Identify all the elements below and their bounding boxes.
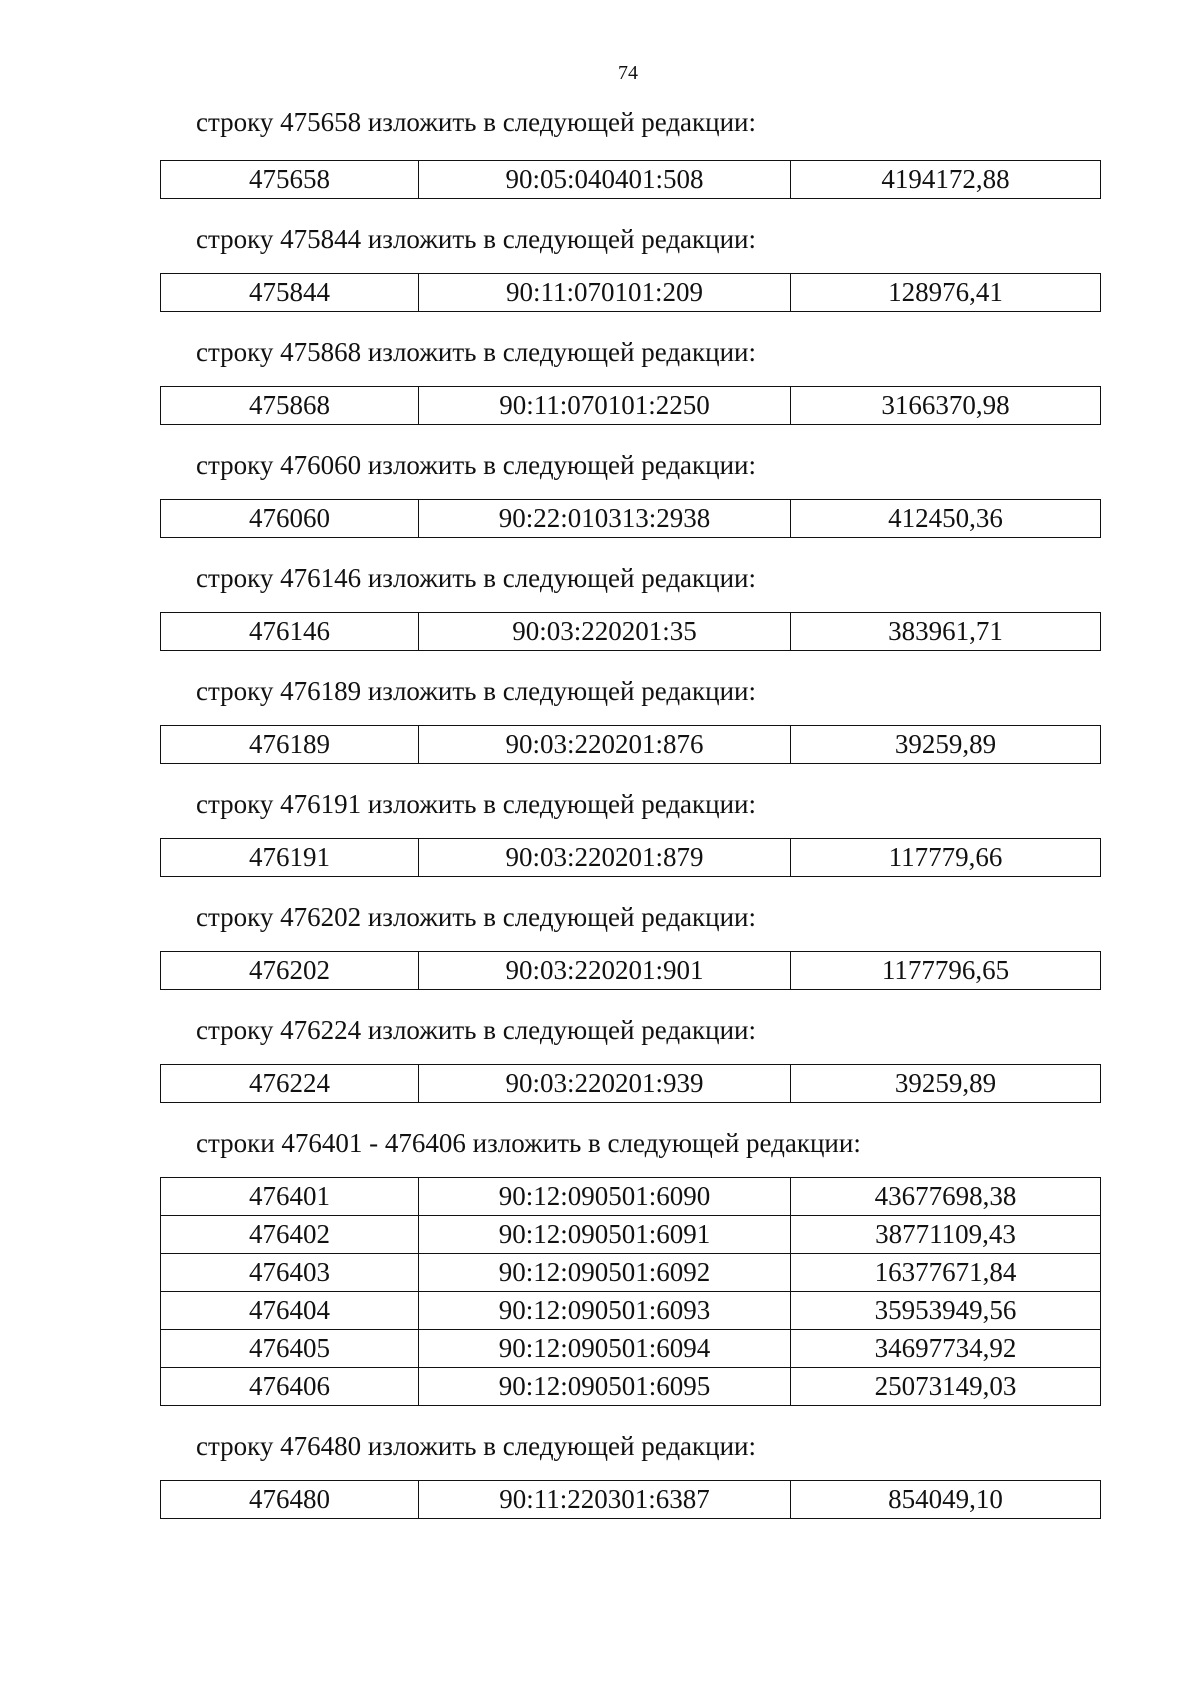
amendment-instruction: строку 476060 изложить в следующей редакции: [196, 450, 757, 480]
amendment-table [160, 612, 1101, 651]
amendment-section [160, 102, 1100, 199]
value-cell: 3166370,98 [791, 387, 1101, 425]
cadastral-number-cell: 90:22:010313:2938 [419, 500, 791, 538]
amendment-table [160, 1177, 1101, 1406]
cadastral-number-cell: 90:12:090501:6094 [419, 1330, 791, 1368]
cadastral-number-cell: 90:12:090501:6090 [419, 1178, 791, 1216]
value-cell: 25073149,03 [791, 1368, 1101, 1406]
value-cell: 39259,89 [791, 726, 1101, 764]
amendment-table [160, 725, 1101, 764]
value-cell: 383961,71 [791, 613, 1101, 651]
row-number-cell: 476402 [161, 1216, 419, 1254]
value-cell: 854049,10 [791, 1481, 1101, 1519]
table-row [161, 726, 1101, 764]
amendment-section [160, 558, 1100, 651]
amendment-instruction: строку 475658 изложить в следующей редакции: [196, 107, 757, 137]
amendment-instruction: строку 476480 изложить в следующей редакции: [196, 1431, 757, 1461]
row-number-cell: 476403 [161, 1254, 419, 1292]
value-cell: 43677698,38 [791, 1178, 1101, 1216]
amendment-table [160, 1480, 1101, 1519]
value-cell: 34697734,92 [791, 1330, 1101, 1368]
value-cell: 35953949,56 [791, 1292, 1101, 1330]
cadastral-number-cell: 90:11:070101:2250 [419, 387, 791, 425]
amendment-table [160, 386, 1101, 425]
row-number-cell: 476480 [161, 1481, 419, 1519]
amendment-section [160, 445, 1100, 538]
value-cell: 4194172,88 [791, 161, 1101, 199]
table-row [161, 952, 1101, 990]
row-number-cell: 475868 [161, 387, 419, 425]
cadastral-number-cell: 90:03:220201:901 [419, 952, 791, 990]
amendment-table [160, 1064, 1101, 1103]
table-row [161, 1292, 1101, 1330]
value-cell: 1177796,65 [791, 952, 1101, 990]
table-row [161, 161, 1101, 199]
row-number-cell: 476060 [161, 500, 419, 538]
amendment-instruction: строку 475868 изложить в следующей редакции: [196, 337, 757, 367]
row-number-cell: 476405 [161, 1330, 419, 1368]
value-cell: 412450,36 [791, 500, 1101, 538]
amendment-instruction: строки 476401 - 476406 изложить в следующей редакции: [196, 1128, 861, 1158]
row-number-cell: 476224 [161, 1065, 419, 1103]
table-row [161, 274, 1101, 312]
table-row [161, 387, 1101, 425]
amendment-section [160, 1123, 1100, 1406]
page-number: 74 [618, 62, 638, 84]
cadastral-number-cell: 90:12:090501:6093 [419, 1292, 791, 1330]
amendment-section [160, 671, 1100, 764]
amendment-table [160, 273, 1101, 312]
table-row [161, 500, 1101, 538]
amendment-instruction: строку 476224 изложить в следующей редакции: [196, 1015, 757, 1045]
row-number-cell: 476191 [161, 839, 419, 877]
cadastral-number-cell: 90:03:220201:879 [419, 839, 791, 877]
row-number-cell: 476404 [161, 1292, 419, 1330]
table-row [161, 839, 1101, 877]
amendment-section [160, 897, 1100, 990]
amendment-instruction: строку 475844 изложить в следующей редакции: [196, 224, 757, 254]
cadastral-number-cell: 90:05:040401:508 [419, 161, 791, 199]
table-row [161, 1178, 1101, 1216]
row-number-cell: 476406 [161, 1368, 419, 1406]
amendment-table [160, 838, 1101, 877]
amendment-section [160, 784, 1100, 877]
row-number-cell: 476189 [161, 726, 419, 764]
value-cell: 38771109,43 [791, 1216, 1101, 1254]
cadastral-number-cell: 90:12:090501:6091 [419, 1216, 791, 1254]
value-cell: 128976,41 [791, 274, 1101, 312]
cadastral-number-cell: 90:11:070101:209 [419, 274, 791, 312]
value-cell: 16377671,84 [791, 1254, 1101, 1292]
amendment-section [160, 1010, 1100, 1103]
table-row [161, 1481, 1101, 1519]
table-row [161, 613, 1101, 651]
row-number-cell: 476401 [161, 1178, 419, 1216]
value-cell: 117779,66 [791, 839, 1101, 877]
value-cell: 39259,89 [791, 1065, 1101, 1103]
document-body [160, 102, 1100, 1519]
table-row [161, 1254, 1101, 1292]
cadastral-number-cell: 90:12:090501:6095 [419, 1368, 791, 1406]
cadastral-number-cell: 90:12:090501:6092 [419, 1254, 791, 1292]
table-row [161, 1368, 1101, 1406]
amendment-table [160, 951, 1101, 990]
row-number-cell: 476146 [161, 613, 419, 651]
cadastral-number-cell: 90:03:220201:939 [419, 1065, 791, 1103]
amendment-table [160, 160, 1101, 199]
amendment-instruction: строку 476146 изложить в следующей редакции: [196, 563, 757, 593]
amendment-section [160, 332, 1100, 425]
amendment-instruction: строку 476202 изложить в следующей редакции: [196, 902, 757, 932]
table-row [161, 1065, 1101, 1103]
cadastral-number-cell: 90:03:220201:876 [419, 726, 791, 764]
cadastral-number-cell: 90:11:220301:6387 [419, 1481, 791, 1519]
amendment-section [160, 1426, 1100, 1519]
row-number-cell: 475658 [161, 161, 419, 199]
table-row [161, 1330, 1101, 1368]
amendment-table [160, 499, 1101, 538]
row-number-cell: 475844 [161, 274, 419, 312]
cadastral-number-cell: 90:03:220201:35 [419, 613, 791, 651]
amendment-instruction: строку 476191 изложить в следующей редакции: [196, 789, 757, 819]
row-number-cell: 476202 [161, 952, 419, 990]
amendment-section [160, 219, 1100, 312]
amendment-instruction: строку 476189 изложить в следующей редакции: [196, 676, 757, 706]
table-row [161, 1216, 1101, 1254]
